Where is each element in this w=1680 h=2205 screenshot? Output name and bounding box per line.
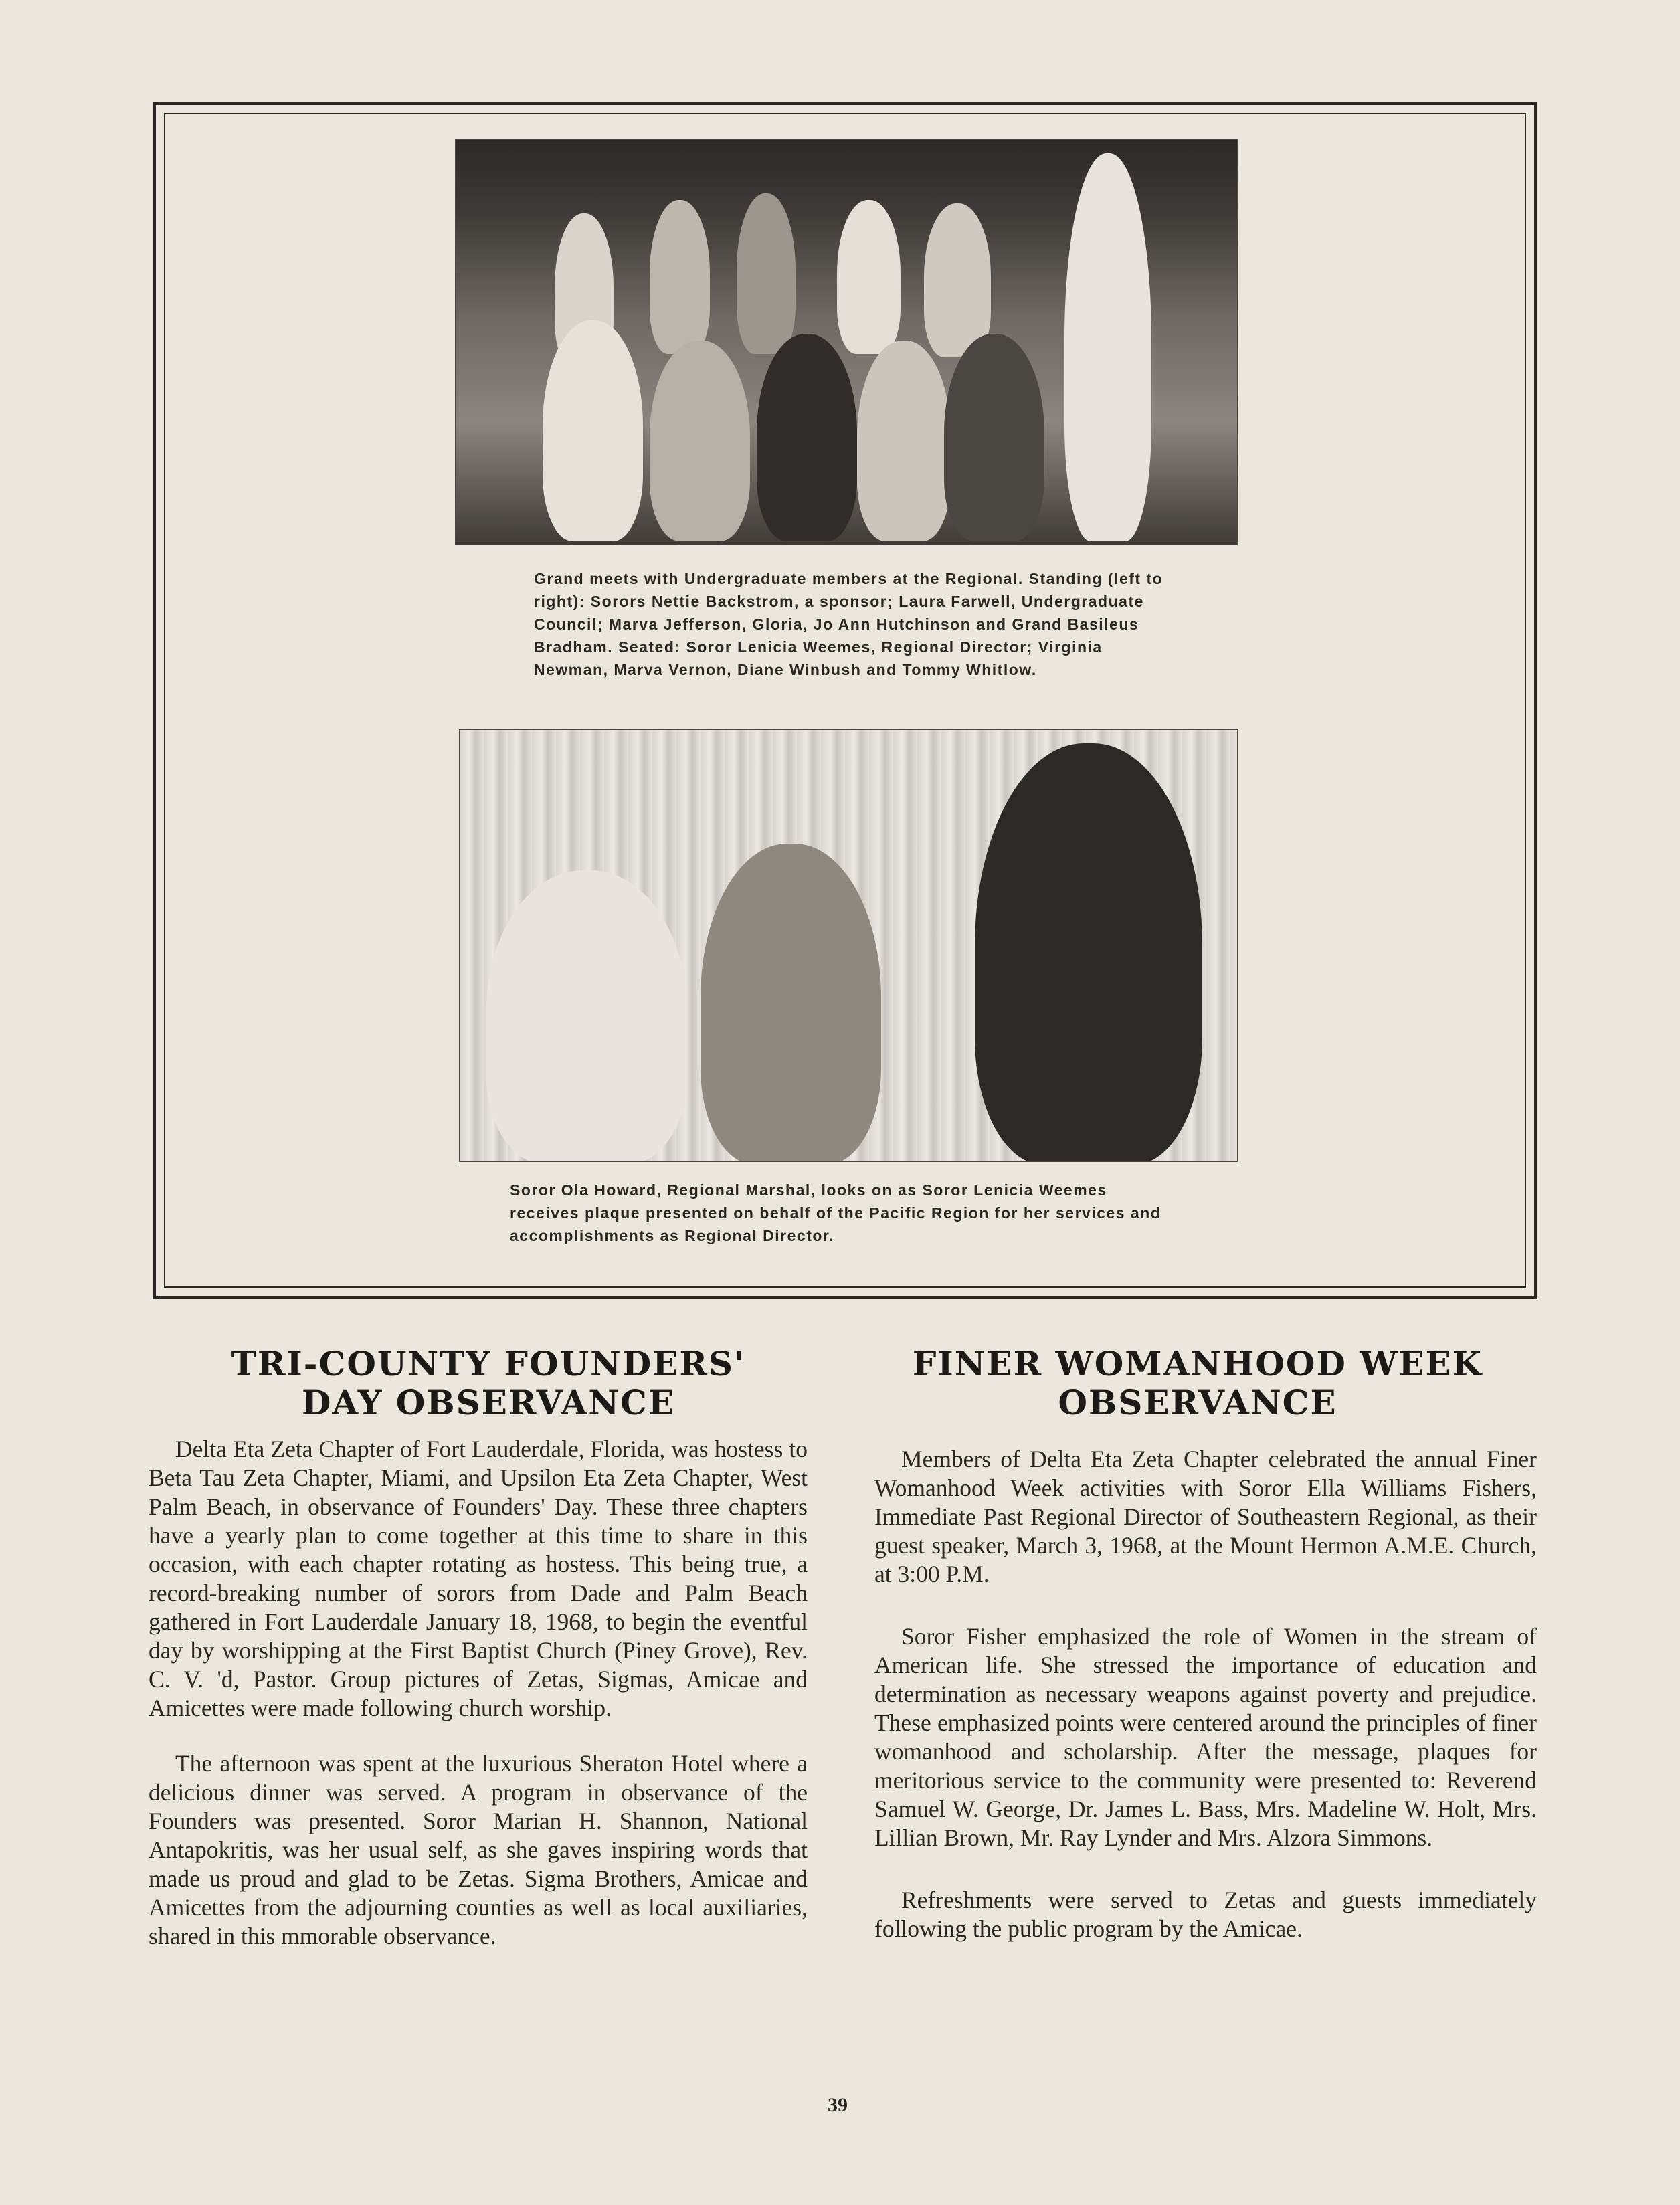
photo-plaque-presentation [459, 729, 1238, 1162]
headline-line-2: OBSERVANCE [1058, 1383, 1337, 1422]
article-paragraph: Soror Fisher emphasized the role of Women in the stream of American life. She stressed the importance of education and determination as necessary weapons against poverty and prejudice. These emphasized points were centered around the principles of finer womanhood and scholarship. After the message, plaques for meritorious service to the community were presented to: Reverend Samuel W. George, Dr. James L. Bass, Mrs. Madeline W. Holt, Mrs. Lillian Brown, Mr. Ray Lynder and Mrs. Alzora Simmons. [874, 1623, 1537, 1851]
photo-caption-top: Grand meets with Undergraduate members at the Regional. Standing (left to right): Sorors Nettie Backstrom, a sponsor; Laura Farwell, Undergraduate Council; Marva Jefferson, Gloria, Jo Ann Hutchinson and Grand Basileus Bradham. Seated: Soror Lenicia Weemes, Regional Director; Virginia Newman, Marva Vernon, Diane Winbush and Tommy Whitlow. [534, 570, 1163, 678]
photo-figure [944, 334, 1044, 541]
photo-figure [924, 203, 991, 357]
photo-figure [650, 200, 710, 354]
headline-line-1: TRI-COUNTY FOUNDERS' [231, 1344, 746, 1383]
photo-figure [857, 341, 951, 541]
photo-undergraduate-group [455, 139, 1238, 545]
photo-figure-ola-howard [486, 870, 687, 1162]
headline-line-2: DAY OBSERVANCE [302, 1383, 675, 1422]
headline-founders-day [161, 1345, 816, 1422]
photo-figure [543, 320, 643, 541]
page-number: 39 [828, 2094, 848, 2116]
article-founders-day [149, 1435, 808, 1951]
article-finer-womanhood [874, 1445, 1537, 1943]
photo-figure-lenicia-weemes [975, 743, 1202, 1162]
article-paragraph: The afternoon was spent at the luxurious Sheraton Hotel where a delicious dinner was served. A program in observance of the Founders was presented. Soror Marian H. Shannon, National Antapokritis, was her usual self, as she gaves inspiring words that made us proud and glad to be Zetas. Sigma Brothers, Amicae and Amicettes from the adjourning counties as well as local auxiliaries, shared in this mmorable observance. [149, 1750, 808, 1949]
photo-figure [701, 844, 881, 1162]
photo-figure [837, 200, 901, 354]
photo-figure [737, 193, 796, 354]
article-paragraph: Delta Eta Zeta Chapter of Fort Lauderdale, Florida, was hostess to Beta Tau Zeta Chapter, Miami, and Upsilon Eta Zeta Chapter, West Palm Beach, in observance of Founders' Day. These three chapters have a yearly plan to come together at this time to share in this occasion, with each chapter rotating as hostess. This being true, a record-breaking number of sorors from Dade and Palm Beach gathered in Fort Lauderdale January 18, 1968, to begin the eventful day by worshipping at the First Baptist Church (Piney Grove), Rev. C. V. 'd, Pastor. Group pictures of Zetas, Sigmas, Amicae and Amicettes were made following church worship. [149, 1436, 808, 1721]
article-paragraph: Members of Delta Eta Zeta Chapter celebrated the annual Finer Womanhood Week activities with Soror Ella Williams Fishers, Immediate Past Regional Director of Southeastern Regional, as their guest speaker, March 3, 1968, at the Mount Hermon A.M.E. Church, at 3:00 P.M. [874, 1446, 1537, 1588]
photo-caption-bottom: Soror Ola Howard, Regional Marshal, looks on as Soror Lenicia Weemes receives plaque presented on behalf of the Pacific Region for her services and accomplishments as Regional Director. [510, 1181, 1161, 1244]
headline-line-1: FINER WOMANHOOD WEEK [912, 1344, 1483, 1383]
headline-finer-womanhood [863, 1345, 1532, 1422]
photo-figure [757, 334, 857, 541]
article-paragraph: Refreshments were served to Zetas and guests immediately following the public program by the Amicae. [874, 1887, 1537, 1942]
photo-figure [650, 341, 750, 541]
photo-figure-grand-basileus [1064, 153, 1151, 541]
